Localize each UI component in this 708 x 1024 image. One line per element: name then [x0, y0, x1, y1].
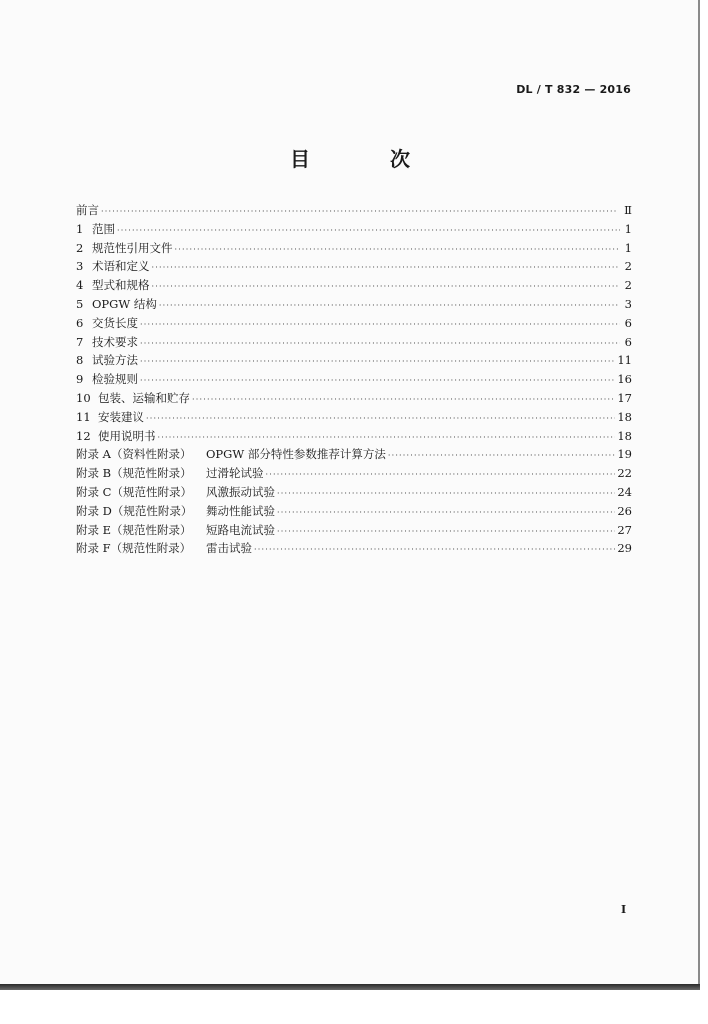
toc-entry-page: 27: [617, 522, 632, 537]
toc-entry-page: 6: [624, 334, 632, 349]
toc-entry-page: 1: [624, 221, 632, 236]
toc-entry-label: [76, 483, 275, 502]
toc-entry[interactable]: [76, 295, 632, 314]
standard-code: DL / T 832 — 2016: [516, 83, 631, 96]
toc-entry-page: Ⅱ: [624, 203, 632, 217]
toc-leader-dots: [140, 316, 620, 335]
toc-entry-title: 前言: [76, 203, 99, 217]
toc-entry-page: 11: [617, 353, 632, 368]
toc-leader-dots: [277, 485, 615, 504]
toc-entry[interactable]: [76, 539, 632, 558]
toc-entry-label: [76, 295, 157, 314]
toc-entry-title: 技术要求: [92, 334, 138, 349]
toc-entry-title: 规范性引用文件: [92, 240, 173, 255]
toc-entry-title: OPGW 结构: [92, 296, 157, 311]
toc-entry-page: 18: [617, 428, 632, 443]
toc-entry-page: 6: [624, 315, 632, 330]
toc-entry-number: 1: [76, 221, 84, 236]
toc-leader-dots: [152, 278, 621, 297]
toc-entry-label: [76, 521, 275, 540]
toc-entry-title: 试验方法: [92, 353, 138, 368]
toc-entry-page: 2: [624, 259, 632, 274]
toc-leader-dots: [159, 297, 620, 316]
toc-entry-title: OPGW 部分特性参数推荐计算方法: [206, 447, 386, 462]
toc-entry-label: [76, 408, 144, 427]
toc-leader-dots: [277, 504, 615, 523]
toc-entry-page: 22: [617, 466, 632, 481]
toc-leader-dots: [117, 222, 620, 241]
toc-entry[interactable]: [76, 276, 632, 295]
toc-entry-page: 16: [617, 372, 632, 387]
toc-entry-label: [76, 351, 138, 370]
toc-list: [76, 201, 632, 558]
toc-leader-dots: [277, 523, 615, 542]
toc-entry-title: 交货长度: [92, 315, 138, 330]
toc-entry[interactable]: [76, 389, 632, 408]
toc-entry[interactable]: [76, 220, 632, 239]
toc-entry-title: 雷击试验: [206, 541, 252, 556]
toc-leader-dots: [140, 335, 620, 354]
toc-entry-label: [76, 239, 173, 258]
toc-entry-page: 2: [624, 278, 632, 293]
toc-entry-number: 附录 D（规范性附录）: [76, 503, 193, 518]
toc-entry-title: 使用说明书: [98, 428, 156, 443]
toc-entry-title: 舞动性能试验: [206, 503, 275, 518]
toc-entry-number: 附录 C（规范性附录）: [76, 484, 192, 499]
toc-entry[interactable]: [76, 445, 632, 464]
toc-entry[interactable]: [76, 502, 632, 521]
toc-leader-dots: [175, 241, 621, 260]
toc-entry-number: 附录 E（规范性附录）: [76, 522, 192, 537]
toc-entry-title: 安装建议: [98, 409, 144, 424]
toc-entry-title: 范围: [92, 221, 115, 236]
toc-entry[interactable]: [76, 333, 632, 352]
toc-entry-number: 10: [76, 390, 91, 405]
toc-entry-label: [76, 539, 252, 558]
toc-entry[interactable]: [76, 464, 632, 483]
toc-entry-title: 过滑轮试验: [206, 466, 264, 481]
toc-entry-number: 附录 A（资料性附录）: [76, 447, 192, 462]
toc-entry-number: 4: [76, 278, 84, 293]
toc-entry-number: 12: [76, 428, 91, 443]
toc-entry[interactable]: [76, 201, 632, 220]
toc-entry-label: [76, 257, 150, 276]
toc-entry-page: 26: [617, 503, 632, 518]
toc-entry-page: 1: [624, 240, 632, 255]
toc-entry-label: [76, 220, 115, 239]
toc-entry-number: 2: [76, 240, 84, 255]
toc-entry-title: 检验规则: [92, 372, 138, 387]
toc-entry-label: [76, 464, 264, 483]
toc-entry-page: 18: [617, 409, 632, 424]
toc-leader-dots: [266, 466, 616, 485]
toc-title: 目 次: [290, 147, 440, 171]
toc-entry[interactable]: [76, 408, 632, 427]
toc-entry-number: 6: [76, 315, 84, 330]
toc-entry-label: [76, 502, 275, 521]
toc-entry[interactable]: [76, 521, 632, 540]
toc-entry-number: 附录 F（规范性附录）: [76, 541, 192, 556]
toc-entry-title: 风激振动试验: [206, 484, 275, 499]
toc-entry[interactable]: [76, 257, 632, 276]
toc-entry-number: 3: [76, 259, 84, 274]
toc-entry-label: [76, 389, 190, 408]
toc-entry[interactable]: [76, 483, 632, 502]
toc-entry-label: [76, 276, 150, 295]
toc-entry-page: 3: [624, 296, 632, 311]
toc-leader-dots: [140, 372, 615, 391]
toc-entry[interactable]: [76, 370, 632, 389]
toc-leader-dots: [146, 410, 615, 429]
toc-entry[interactable]: [76, 427, 632, 446]
toc-entry-label: [76, 201, 99, 220]
toc-entry-label: [76, 427, 156, 446]
toc-entry-title: 型式和规格: [92, 278, 150, 293]
toc-entry-label: [76, 333, 138, 352]
toc-entry-page: 19: [617, 447, 632, 462]
toc-entry-number: 8: [76, 353, 84, 368]
toc-entry-title: 短路电流试验: [206, 522, 275, 537]
toc-leader-dots: [140, 353, 615, 372]
toc-leader-dots: [388, 447, 616, 466]
page-number: I: [621, 903, 627, 916]
toc-entry-page: 17: [617, 390, 632, 405]
toc-entry[interactable]: [76, 239, 632, 258]
page-edge: [0, 984, 700, 990]
toc-entry-label: [76, 370, 138, 389]
toc-leader-dots: [101, 203, 620, 222]
toc-entry-page: 29: [617, 541, 632, 556]
toc-entry-number: 11: [76, 409, 91, 424]
toc-entry-title: 术语和定义: [92, 259, 150, 274]
toc-entry[interactable]: [76, 314, 632, 333]
toc-entry-number: 5: [76, 296, 84, 311]
toc-leader-dots: [152, 259, 621, 278]
toc-entry-number: 9: [76, 372, 84, 387]
toc-entry[interactable]: [76, 351, 632, 370]
toc-entry-label: [76, 445, 386, 464]
toc-entry-number: 附录 B（规范性附录）: [76, 466, 192, 481]
toc-entry-page: 24: [617, 484, 632, 499]
toc-leader-dots: [254, 541, 615, 560]
toc-leader-dots: [192, 391, 615, 410]
toc-entry-title: 包装、运输和贮存: [98, 390, 190, 405]
toc-entry-label: [76, 314, 138, 333]
toc-entry-number: 7: [76, 334, 84, 349]
